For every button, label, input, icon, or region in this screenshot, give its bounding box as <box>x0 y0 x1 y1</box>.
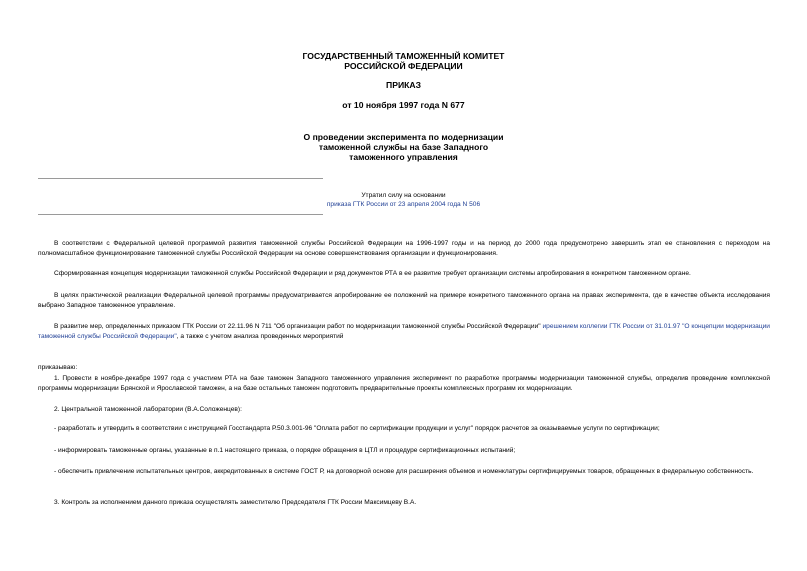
lost-force-note: Утратил силу на основании <box>361 192 446 199</box>
clause-2-item-1: - разработать и утвердить в соответствии с инструкцией Госстандарта Р.50.3.001-96 "Оплата работ по сертификации продукции и услуг" порядок расчетов за оказываемые услуги по сертификации; <box>54 425 660 432</box>
paragraph-2: Сформированная концепция модернизации таможенной службы Российской Федерации и ряд документов РТА в ее развитие требует организации системы апробирования в конкретном таможенном органе. <box>54 270 691 277</box>
agency-name-line1: ГОСУДАРСТВЕННЫЙ ТАМОЖЕННЫЙ КОМИТЕТ <box>302 51 505 61</box>
clause-2-item-2: - информировать таможенные органы, указанные в п.1 настоящего приказа, о порядке обращения в ЦТЛ и процедуре сертификационных испытаний; <box>54 447 516 454</box>
divider-bottom <box>38 214 323 215</box>
document-date-number: от 10 ноября 1997 года N 677 <box>342 100 465 110</box>
divider-top <box>38 178 323 179</box>
clause-3: 3. Контроль за исполнением данного приказа осуществлять заместителю Председателя ГТК России Максимцеву В.А. <box>54 499 417 506</box>
document-type: ПРИКАЗ <box>386 80 421 90</box>
lost-force-link[interactable]: приказа ГТК России от 23 апреля 2004 года N 506 <box>326 201 481 208</box>
document-title-line2: таможенной службы на базе Западного <box>318 142 489 152</box>
order-word: приказываю: <box>38 364 78 371</box>
agency-name-line2: РОССИЙСКОЙ ФЕДЕРАЦИИ <box>344 61 463 71</box>
document-title-line3: таможенного управления <box>349 152 458 162</box>
paragraph-3: В целях практической реализации Федеральной целевой программы предусматривается апробирование ее положений на примере конкретного таможенного органа на правах эксперимента, где в качестве объекта исследования выбрано Западное таможенное управление. <box>38 292 770 309</box>
lost-force-wrapper <box>0 200 807 209</box>
clause-2: 2. Центральной таможенной лаборатории (В.А.Соложенцев): <box>54 406 242 413</box>
collegium-decision-link[interactable]: ирешением коллегии ГТК России от 31.01.97 "О концепции модернизации таможенной службы Российской Федерации" <box>38 323 770 340</box>
paragraph-1: В соответствии с Федеральной целевой программой развития таможенной службы Российской Федерации на 1996-1997 годы и на период до 2000 года предусмотрено завершить этап ее становления с переходом на полномасштабное функционирование таможенной службы Российской Федерации на основе совершенствования организации и функционирования. <box>38 240 770 257</box>
clause-1: 1. Провести в ноябре-декабре 1997 года с участием РТА на базе таможен Западного таможенного управления эксперимент по разработке программы модернизации таможенной службы, определив проведение комплексной программы модернизации Брянской и Ярославской таможен, а на базе остальных таможен подготовить предварительные проекты комплексных программ их модернизации. <box>38 375 770 392</box>
paragraph-4-text-end: , а также с учетом анализа проведенных мероприятий <box>176 333 344 340</box>
clause-2-item-3: - обеспечить привлечение испытательных центров, аккредитованных в системе ГОСТ Р, на договорной основе для расширения объемов и номенклатуры сертифицируемых товаров, обращенных в федеральную собственность. <box>54 468 754 475</box>
paragraph-4 <box>38 322 770 342</box>
paragraph-4-text-start: В развитие мер, определенных приказом ГТК России от 22.11.96 N 711 "Об организации работ по модернизации таможенной службы Российской Федерации" <box>54 323 543 330</box>
document-title-line1: О проведении эксперимента по модернизации <box>303 132 504 142</box>
